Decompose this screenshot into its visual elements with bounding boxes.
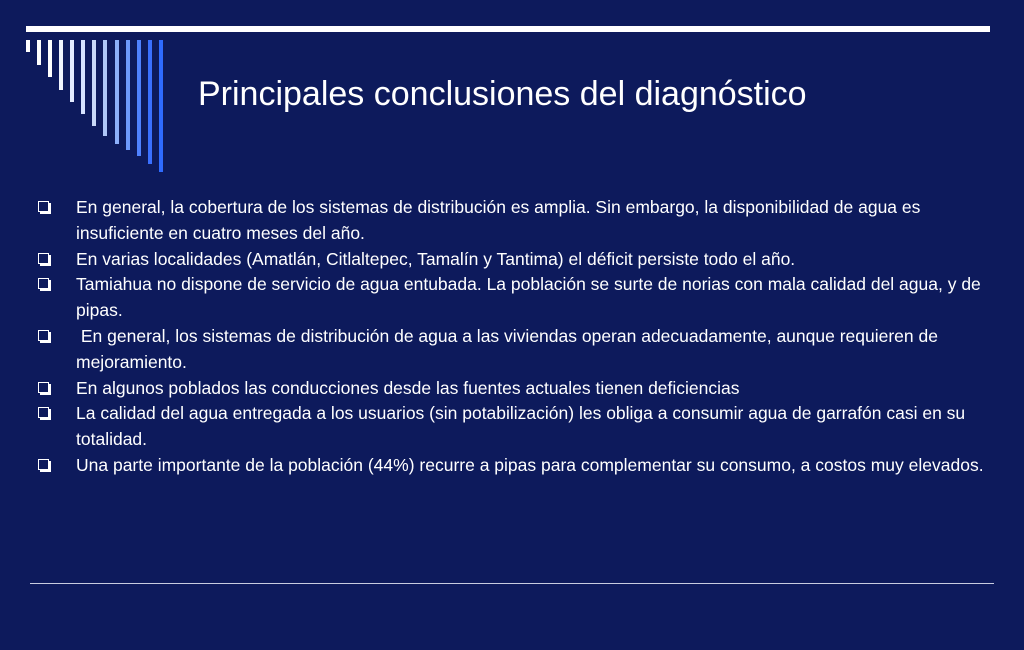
stripe-bar <box>59 40 63 90</box>
bullet-text: En general, la cobertura de los sistemas de distribución es amplia. Sin embargo, la disponibilidad de agua es insuficiente en cuatro meses del año. <box>76 197 921 243</box>
list-item <box>36 453 996 479</box>
list-item <box>36 195 996 247</box>
stripe-bar <box>137 40 141 156</box>
stripe-bar <box>126 40 130 150</box>
bullet-text: Una parte importante de la población (44%) recurre a pipas para complementar su consumo, a costos muy elevados. <box>76 454 984 475</box>
hollow-square-icon <box>38 407 49 418</box>
bullet-list <box>36 195 996 479</box>
hollow-square-icon <box>38 459 49 470</box>
bottom-divider <box>30 583 994 584</box>
hollow-square-icon <box>38 382 49 393</box>
stripe-bar <box>37 40 41 65</box>
stripe-bar <box>26 40 30 52</box>
hollow-square-icon <box>38 278 49 289</box>
bullet-text: La calidad del agua entregada a los usuarios (sin potabilización) les obliga a consumir agua de garrafón casi en su totalidad. <box>76 403 966 450</box>
bullet-text: En varias localidades (Amatlán, Citlaltepec, Tamalín y Tantima) el déficit persiste todo el año. <box>76 248 796 269</box>
stripe-bar <box>148 40 152 164</box>
hollow-square-icon <box>38 201 49 212</box>
stripe-bar <box>115 40 119 144</box>
stripe-bar <box>159 40 163 172</box>
hollow-square-icon <box>38 330 49 341</box>
list-item <box>36 272 996 324</box>
stripe-bar <box>48 40 52 77</box>
list-item <box>36 247 996 273</box>
stripe-bar <box>81 40 85 114</box>
bullet-text: En general, los sistemas de distribución de agua a las viviendas operan adecuadamente, aunque requieren de mejoramiento. <box>76 325 943 372</box>
bullet-text: En algunos poblados las conducciones desde las fuentes actuales tienen deficiencias <box>76 377 740 398</box>
stripe-bar <box>70 40 74 102</box>
slide-title: Principales conclusiones del diagnóstico <box>198 75 807 113</box>
list-item <box>36 324 996 376</box>
list-item <box>36 401 996 453</box>
list-item <box>36 376 996 402</box>
stripe-bar <box>92 40 96 126</box>
stripe-bar <box>103 40 107 136</box>
bullet-text: Tamiahua no dispone de servicio de agua entubada. La población se surte de norias con mala calidad del agua, y de pipas. <box>76 274 981 321</box>
hollow-square-icon <box>38 253 49 264</box>
stripe-decoration <box>0 0 200 200</box>
